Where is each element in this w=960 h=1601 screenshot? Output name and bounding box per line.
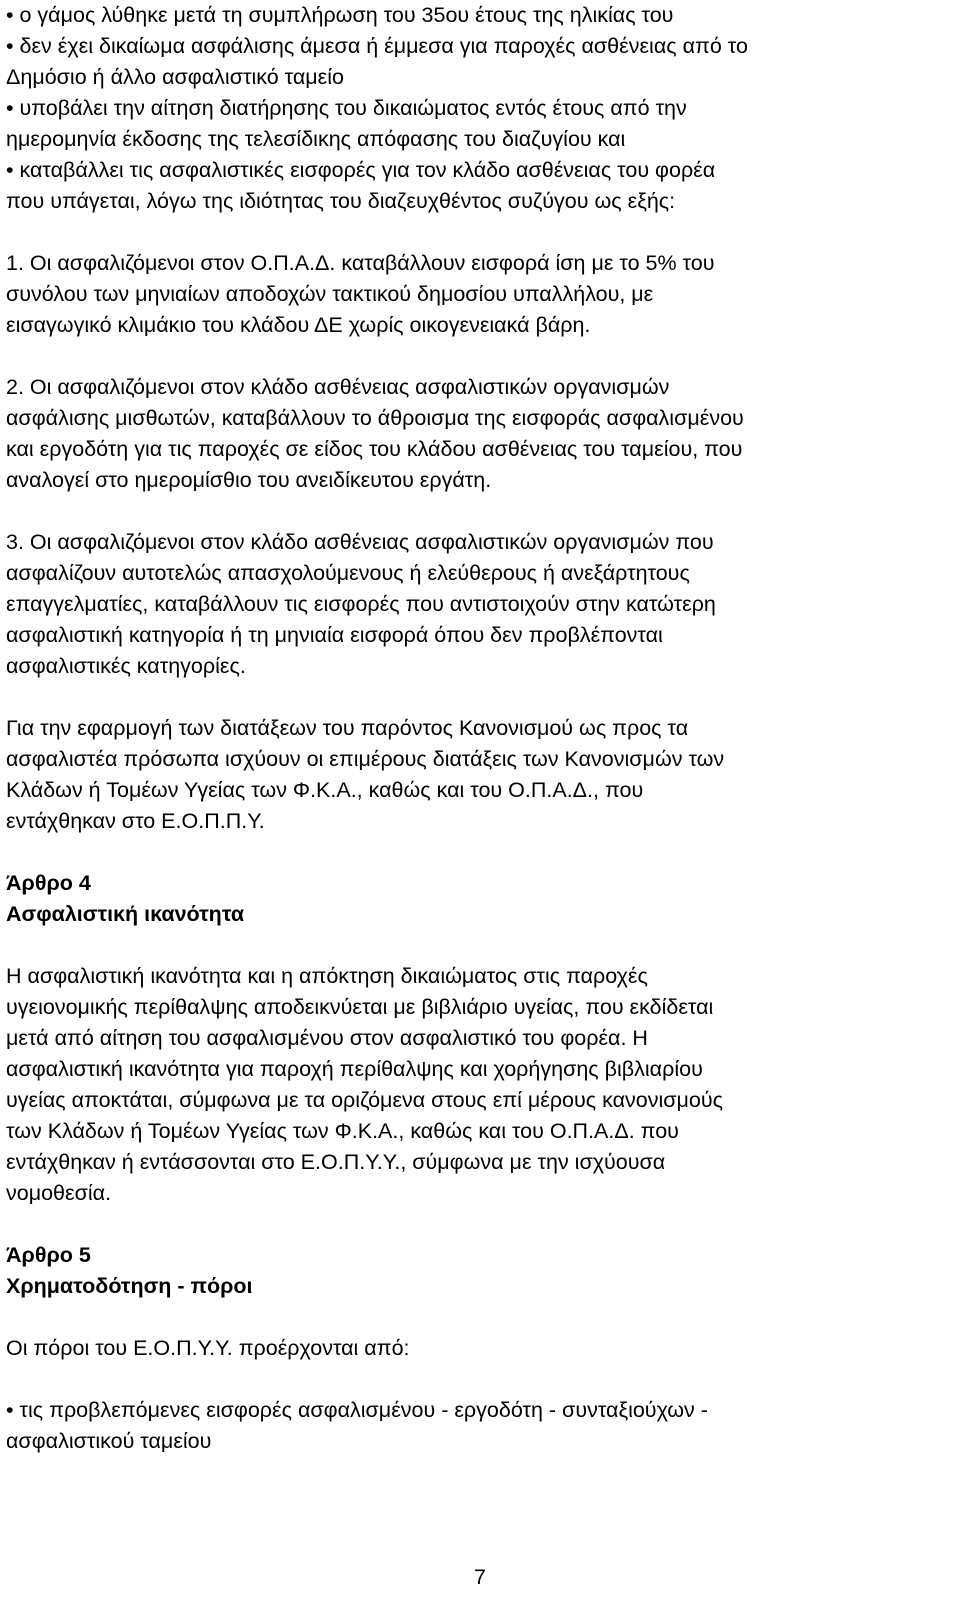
text-line: ασφαλιστικού ταμείου <box>6 1429 212 1453</box>
text-line: ασφαλίζουν αυτοτελώς απασχολούμενους ή ελεύθερους ή ανεξάρτητους <box>6 561 690 585</box>
paragraph-line: Κλάδων ή Τομέων Υγείας των Φ.Κ.Α., καθώς και του Ο.Π.Α.Δ., που <box>6 778 644 802</box>
article-heading: Άρθρο 4 <box>6 871 91 895</box>
paragraph-line: Η ασφαλιστική ικανότητα και η απόκτηση δικαιώματος στις παροχές <box>6 964 648 988</box>
paragraph-line: ασφαλιστική ικανότητα για παροχή περίθαλψης και χορήγησης βιβλιαρίου <box>6 1057 703 1081</box>
text-line: συνόλου των μηνιαίων αποδοχών τακτικού δημοσίου υπαλλήλου, με <box>6 282 654 306</box>
paragraph-line: μετά από αίτηση του ασφαλισμένου στον ασφαλιστικό του φορέα. Η <box>6 1026 648 1050</box>
numbered-item-line: 3. Οι ασφαλιζόμενοι στον κλάδο ασθένειας ασφαλιστικών οργανισμών που <box>6 530 714 554</box>
bullet-line: • τις προβλεπόμενες εισφορές ασφαλισμένου - εργοδότη - συνταξιούχων - <box>6 1398 708 1422</box>
numbered-item-line: 1. Οι ασφαλιζόμενοι στον Ο.Π.Α.Δ. καταβάλλουν εισφορά ίση με το 5% του <box>6 251 715 275</box>
paragraph-line: εντάχθηκαν ή εντάσσονται στο Ε.Ο.Π.Υ.Υ., σύμφωνα με την ισχύουσα <box>6 1150 666 1174</box>
paragraph-line: ασφαλιστέα πρόσωπα ισχύουν οι επιμέρους διατάξεις των Κανονισμών των <box>6 747 725 771</box>
paragraph-line: Οι πόροι του Ε.Ο.Π.Υ.Υ. προέρχονται από: <box>6 1336 410 1360</box>
article-title: Χρηματοδότηση - πόροι <box>6 1274 253 1298</box>
bullet-line: • υποβάλει την αίτηση διατήρησης του δικαιώματος εντός έτους από την <box>6 96 687 120</box>
text-line: επαγγελματίες, καταβάλλουν τις εισφορές που αντιστοιχούν στην κατώτερη <box>6 592 716 616</box>
paragraph-line: υγείας αποκτάται, σύμφωνα με τα οριζόμενα στους επί μέρους κανονισμούς <box>6 1088 723 1112</box>
bullet-line: • καταβάλλει τις ασφαλιστικές εισφορές για τον κλάδο ασθένειας του φορέα <box>6 158 716 182</box>
text-line: αναλογεί στο ημερομίσθιο του ανειδίκευτου εργάτη. <box>6 468 492 492</box>
text-line: ασφαλιστική κατηγορία ή τη μηνιαία εισφορά όπου δεν προβλέπονται <box>6 623 663 647</box>
text-line: ασφαλιστικές κατηγορίες. <box>6 654 246 678</box>
bullet-line: • δεν έχει δικαίωμα ασφάλισης άμεσα ή έμμεσα για παροχές ασθένειας από το <box>6 34 748 58</box>
text-line: ημερομηνία έκδοσης της τελεσίδικης απόφασης του διαζυγίου και <box>6 127 626 151</box>
paragraph-line: Για την εφαρμογή των διατάξεων του παρόντος Κανονισμού ως προς τα <box>6 716 689 740</box>
numbered-item-line: 2. Οι ασφαλιζόμενοι στον κλάδο ασθένειας ασφαλιστικών οργανισμών <box>6 375 670 399</box>
text-line: Δημόσιο ή άλλο ασφαλιστικό ταμείο <box>6 65 344 89</box>
article-title: Ασφαλιστική ικανότητα <box>6 902 245 926</box>
text-line: εισαγωγικό κλιμάκιο του κλάδου ΔΕ χωρίς οικογενειακά βάρη. <box>6 313 591 337</box>
text-line: και εργοδότη για τις παροχές σε είδος του κλάδου ασθένειας του ταμείου, που <box>6 437 743 461</box>
text-line: που υπάγεται, λόγω της ιδιότητας του διαζευχθέντος συζύγου ως εξής: <box>6 189 676 213</box>
bullet-line: • ο γάμος λύθηκε μετά τη συμπλήρωση του 35ου έτους της ηλικίας του <box>6 3 674 27</box>
paragraph-line: νομοθεσία. <box>6 1181 112 1205</box>
paragraph-line: των Κλάδων ή Τομέων Υγείας των Φ.Κ.Α., καθώς και του Ο.Π.Α.Δ. που <box>6 1119 679 1143</box>
page-number: 7 <box>474 1565 486 1589</box>
text-line: ασφάλισης μισθωτών, καταβάλλουν το άθροισμα της εισφοράς ασφαλισμένου <box>6 406 744 430</box>
paragraph-line: εντάχθηκαν στο Ε.Ο.Π.Π.Υ. <box>6 809 265 833</box>
paragraph-line: υγειονομικής περίθαλψης αποδεικνύεται με βιβλιάριο υγείας, που εκδίδεται <box>6 995 714 1019</box>
article-heading: Άρθρο 5 <box>6 1243 91 1267</box>
